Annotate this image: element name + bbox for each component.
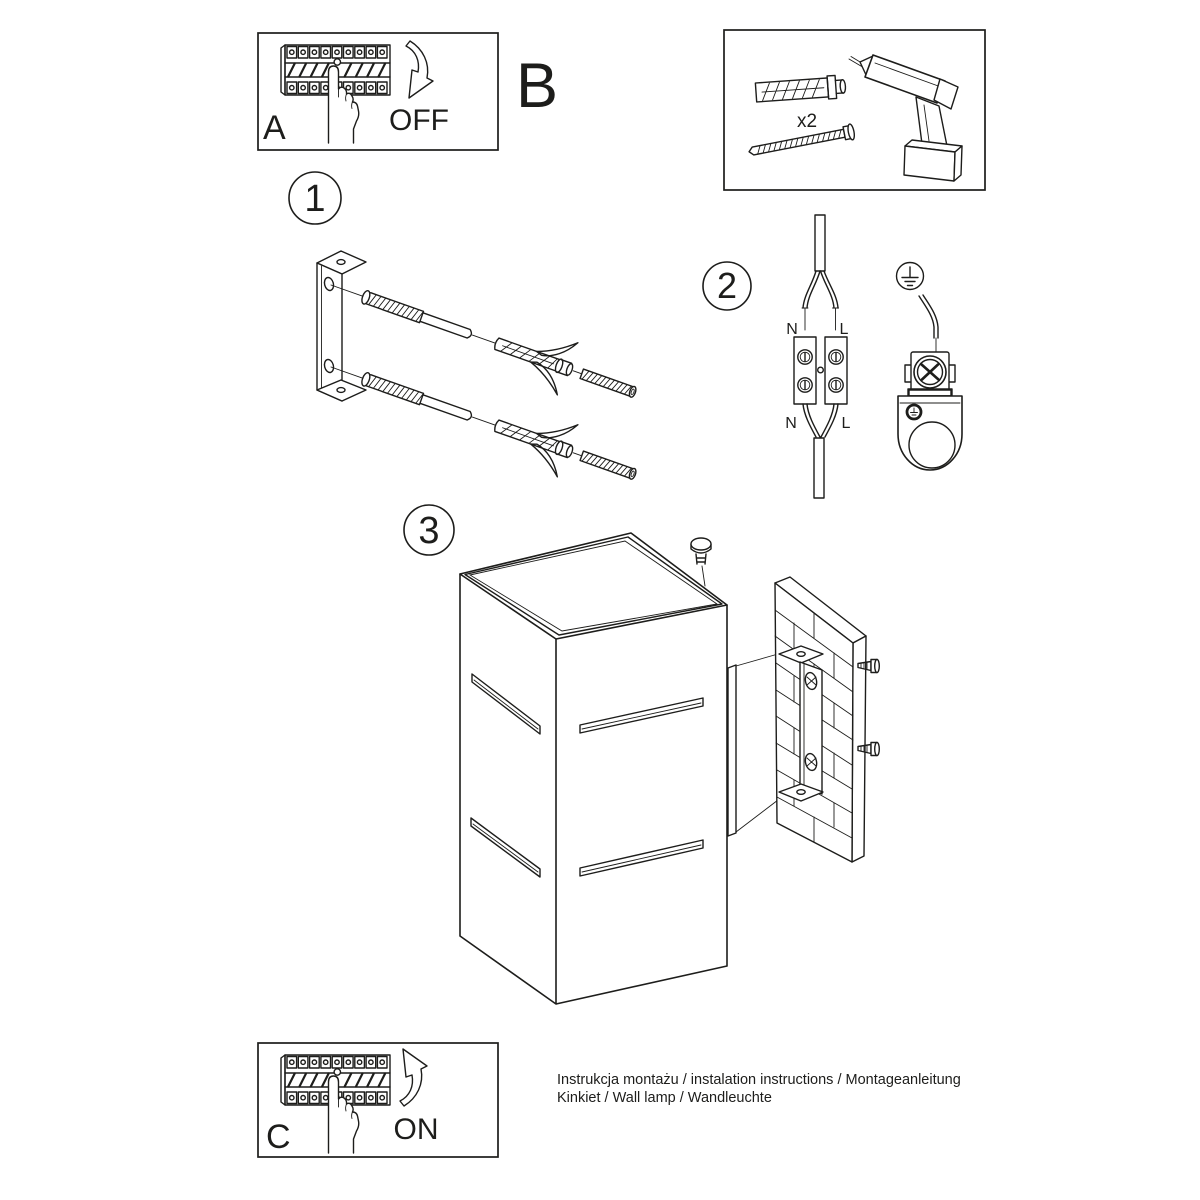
tools-box [724,30,985,190]
lamp-cable-icon [803,404,838,498]
top-screw-icon [691,538,711,586]
supply-cable-icon [802,215,839,330]
panel-c [258,1043,498,1157]
drill-icon [849,55,962,181]
step-2-number: 2 [716,265,738,306]
wire-n-top-label: N [786,321,798,338]
step-3 [404,505,879,1004]
section-b-letter: B [516,51,559,121]
footer-title-line2: Kinkiet / Wall lamp / Wandleuchte [557,1090,772,1106]
wire-n-bottom-label: N [785,415,797,432]
step-3-number: 3 [418,510,440,552]
circuit-breaker-hand-icon [281,1055,390,1153]
circuit-breaker-hand-icon [281,45,390,143]
terminal-block-icon [794,337,847,404]
on-label: ON [393,1113,439,1146]
screw-anchor-assembly-icon [322,341,645,502]
ground-wire-icon [919,295,938,352]
wall-plug-icon [755,75,846,104]
mounting-bracket-icon [317,251,366,401]
panel-a [258,33,498,150]
wire-l-bottom-label: L [841,415,851,432]
arrow-down-icon [406,41,433,98]
plug-quantity-label: x2 [796,111,818,132]
footer-title-line1: Instrukcja montażu / instalation instructions / Montageanleitung [557,1072,961,1088]
back-plate-icon [728,654,778,836]
arrow-up-icon [400,1049,427,1106]
lamp-mount-icon [898,389,962,470]
lamp-body-icon [460,533,727,1004]
panel-c-letter: C [266,1118,291,1156]
panel-a-letter: A [263,109,286,147]
step-1 [289,172,645,501]
step-2 [703,215,962,498]
wire-l-top-label: L [839,321,849,338]
step-1-number: 1 [304,178,326,220]
ground-symbol-icon [897,263,924,290]
off-label: OFF [389,104,449,137]
screw-anchor-assembly-icon [322,259,645,420]
wall-icon [775,577,879,862]
footer [557,1072,961,1106]
